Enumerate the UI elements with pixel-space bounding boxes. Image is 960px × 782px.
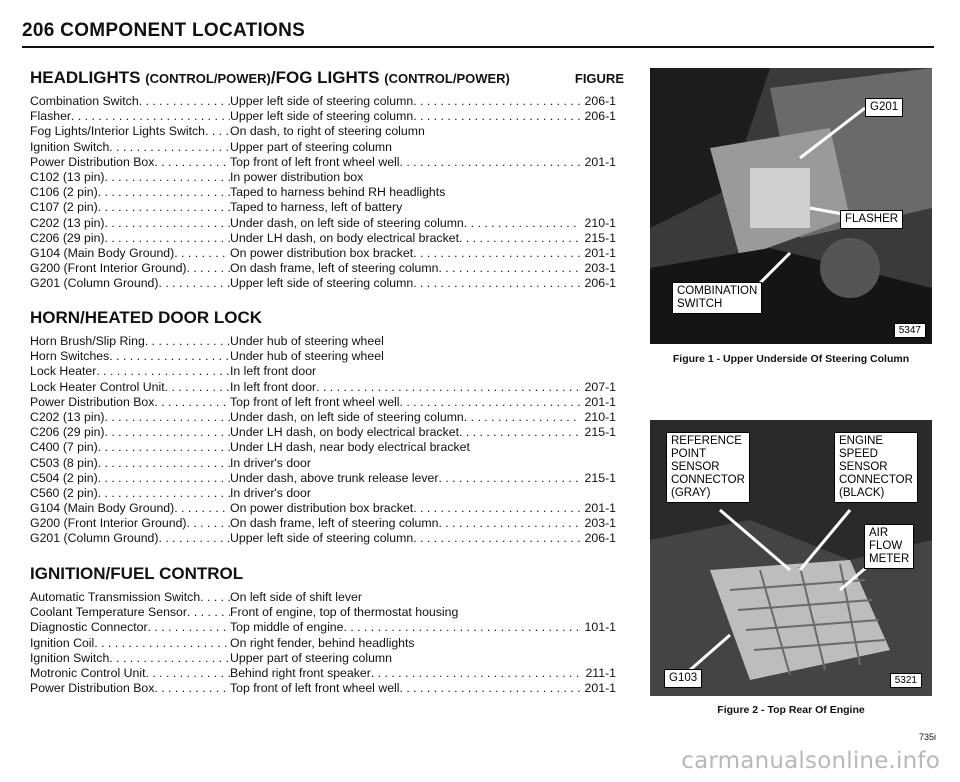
component-location: Under dash, on left side of steering column: [230, 409, 464, 424]
component-name: C560 (2 pin): [30, 485, 98, 500]
component-name: G201 (Column Ground): [30, 276, 159, 291]
figure-reference: 201-1: [584, 154, 616, 169]
figure-2-number: 5321: [890, 673, 922, 688]
component-location: Behind right front speaker: [230, 665, 371, 680]
label-engine-speed-sensor: ENGINE SPEED SENSOR CONNECTOR (BLACK): [834, 432, 918, 503]
label-reference-point-sensor: REFERENCE POINT SENSOR CONNECTOR (GRAY): [666, 432, 750, 503]
figure-column-header: FIGURE: [574, 71, 624, 86]
table-row: [30, 276, 630, 291]
component-location: Taped to harness behind RH headlights: [230, 185, 446, 200]
table-row: [30, 200, 630, 215]
section-ignition: [30, 564, 630, 696]
figure-reference: 206-1: [584, 109, 616, 124]
component-location: On power distribution box bracket: [230, 245, 414, 260]
component-name: Power Distribution Box: [30, 681, 155, 696]
component-location: On power distribution box bracket: [230, 501, 414, 516]
component-name: G200 (Front Interior Ground): [30, 516, 187, 531]
figure-reference: 215-1: [584, 230, 616, 245]
figure-reference: 207-1: [584, 379, 616, 394]
table-row: [30, 516, 630, 531]
figure-1-caption: Figure 1 - Upper Underside Of Steering Column: [672, 353, 910, 365]
table-row: [30, 651, 630, 666]
section-title: IGNITION/FUEL CONTROL: [30, 564, 244, 583]
figure-1-number: 5347: [894, 323, 926, 338]
table-row: [30, 349, 630, 364]
table-row: [30, 681, 630, 696]
table-row: [30, 486, 630, 501]
component-name: Lock Heater: [30, 364, 97, 379]
table-row: [30, 636, 630, 651]
figure-reference: 201-1: [584, 245, 616, 260]
component-name: C202 (13 pin): [30, 409, 105, 424]
label-g103: G103: [664, 669, 702, 688]
component-location: On left side of shift lever: [230, 590, 362, 604]
table-row: [30, 185, 630, 200]
component-name: C107 (2 pin): [30, 200, 98, 215]
component-location: In driver's door: [230, 485, 311, 500]
table-row: [30, 246, 630, 261]
component-location: Top middle of engine: [230, 620, 344, 635]
table-row: [30, 124, 630, 139]
component-location: Under hub of steering wheel: [230, 334, 384, 348]
section-rows: [30, 334, 630, 547]
corner-code: 735i: [918, 732, 936, 742]
component-name: Motronic Control Unit: [30, 665, 146, 680]
table-row: [30, 501, 630, 516]
component-name: Horn Switches: [30, 349, 110, 364]
page-header: 206 COMPONENT LOCATIONS: [22, 20, 306, 41]
component-name: Horn Brush/Slip Ring: [30, 334, 145, 348]
figure-reference: [384, 349, 388, 364]
figure-2-caption: Figure 2 - Top Rear Of Engine: [717, 704, 865, 716]
figure-reference: [445, 185, 449, 200]
table-row: [30, 109, 630, 124]
figure-reference: 206-1: [584, 531, 616, 546]
section-rows: [30, 590, 630, 696]
figure-reference: 201-1: [584, 681, 616, 696]
component-location: Upper part of steering column: [230, 650, 392, 665]
label-flasher: FLASHER: [840, 210, 903, 229]
component-name: C202 (13 pin): [30, 215, 105, 230]
component-location: Top front of left front wheel well: [230, 154, 400, 169]
figure-reference: [363, 170, 367, 185]
component-location: In left front door: [230, 379, 317, 394]
table-row: [30, 94, 630, 109]
component-name: Combination Switch: [30, 94, 139, 108]
component-location: On dash frame, left of steering column: [230, 261, 439, 276]
table-row: [30, 605, 630, 620]
component-name: C503 (8 pin): [30, 455, 98, 470]
component-name: Power Distribution Box: [30, 154, 155, 169]
component-location: Taped to harness, left of battery: [230, 200, 403, 215]
component-name: G201 (Column Ground): [30, 531, 159, 546]
table-row: [30, 620, 630, 635]
component-name: C206 (29 pin): [30, 230, 105, 245]
figure-reference: [311, 456, 315, 471]
table-row: [30, 590, 630, 605]
figure-reference: [311, 486, 315, 501]
component-location: Under dash, above trunk release lever: [230, 470, 439, 485]
figure-reference: [316, 364, 320, 379]
label-combination-switch: COMBINATION SWITCH: [672, 282, 762, 314]
figure-reference: [384, 334, 388, 349]
figure-reference: [458, 605, 462, 620]
table-row: [30, 216, 630, 231]
figure-reference: 206-1: [584, 94, 616, 108]
component-name: C504 (2 pin): [30, 470, 98, 485]
table-row: [30, 425, 630, 440]
component-location: Top front of left front wheel well: [230, 681, 400, 696]
table-row: [30, 666, 630, 681]
label-air-flow-meter: AIR FLOW METER: [864, 524, 914, 569]
section-rows: [30, 94, 630, 291]
figure-2-photo: [650, 420, 932, 696]
table-row: [30, 140, 630, 155]
section-horn: [30, 308, 630, 547]
component-location: Upper part of steering column: [230, 139, 392, 154]
component-location: Under hub of steering wheel: [230, 349, 384, 364]
table-row: [30, 440, 630, 455]
table-row: [30, 155, 630, 170]
figure-reference: 210-1: [584, 215, 616, 230]
figure-reference: 211-1: [585, 665, 616, 680]
figure-reference: [425, 124, 429, 139]
table-row: [30, 410, 630, 425]
figure-reference: 101-1: [584, 620, 616, 635]
table-row: [30, 334, 630, 349]
component-name: Flasher: [30, 109, 72, 124]
table-row: [30, 531, 630, 546]
component-name: Ignition Switch: [30, 650, 110, 665]
table-row: [30, 170, 630, 185]
component-location: Under LH dash, on body electrical bracket: [230, 230, 459, 245]
component-name: C102 (13 pin): [30, 169, 105, 184]
figure-reference: [402, 200, 406, 215]
component-name: Ignition Switch: [30, 139, 110, 154]
section-title: HEADLIGHTS (CONTROL/POWER)/FOG LIGHTS (CONTROL/POWER) FIGURE: [30, 68, 624, 87]
component-location: Top front of left front wheel well: [230, 394, 400, 409]
component-name: G104 (Main Body Ground): [30, 245, 175, 260]
component-name: Power Distribution Box: [30, 394, 155, 409]
figure-reference: 210-1: [584, 409, 616, 424]
component-location: Under dash, on left side of steering column: [230, 215, 464, 230]
component-location: Front of engine, top of thermostat housing: [230, 605, 459, 620]
component-name: Fog Lights/Interior Lights Switch: [30, 124, 205, 139]
component-name: Diagnostic Connector: [30, 620, 148, 635]
component-name: C400 (7 pin): [30, 440, 98, 455]
figure-reference: 203-1: [584, 261, 616, 276]
figure-reference: [470, 440, 474, 455]
figure-reference: 215-1: [584, 425, 616, 440]
figure-reference: 201-1: [584, 394, 616, 409]
component-location: Upper left side of steering column: [230, 94, 414, 108]
component-location: On right fender, behind headlights: [230, 635, 415, 650]
component-location: On dash, to right of steering column: [230, 124, 425, 139]
table-row: [30, 395, 630, 410]
component-name: Coolant Temperature Sensor: [30, 605, 187, 620]
component-location: On dash frame, left of steering column: [230, 516, 439, 531]
component-name: Lock Heater Control Unit: [30, 379, 165, 394]
component-location: Under LH dash, near body electrical bracket: [230, 440, 470, 455]
component-name: G104 (Main Body Ground): [30, 501, 175, 516]
component-location: Under LH dash, on body electrical bracket: [230, 425, 459, 440]
table-row: [30, 380, 630, 395]
table-row: [30, 364, 630, 379]
component-name: G200 (Front Interior Ground): [30, 261, 187, 276]
table-row: [30, 261, 630, 276]
figure-reference: [392, 651, 396, 666]
component-name: Automatic Transmission Switch: [30, 590, 201, 604]
figure-reference: 215-1: [584, 470, 616, 485]
section-headlights: [30, 68, 630, 291]
component-name: Ignition Coil: [30, 635, 95, 650]
figure-reference: [392, 140, 396, 155]
component-name: C106 (2 pin): [30, 185, 98, 200]
component-location: In driver's door: [230, 455, 311, 470]
component-location: In power distribution box: [230, 169, 364, 184]
component-location: Upper left side of steering column: [230, 276, 414, 291]
figure-reference: 206-1: [584, 276, 616, 291]
figure-1-photo: [650, 68, 932, 344]
section-title: HORN/HEATED DOOR LOCK: [30, 308, 263, 327]
figure-reference: 203-1: [584, 516, 616, 531]
table-row: [30, 456, 630, 471]
table-row: [30, 231, 630, 246]
label-g201: G201: [865, 98, 903, 117]
figure-reference: [415, 636, 419, 651]
component-location: Upper left side of steering column: [230, 531, 414, 546]
table-row: [30, 471, 630, 486]
component-location: Upper left side of steering column: [230, 109, 414, 124]
header-rule: [22, 46, 934, 48]
component-location: In left front door: [230, 364, 317, 379]
watermark: carmanualsonline.info: [681, 748, 940, 774]
figure-reference: 201-1: [584, 501, 616, 516]
figure-reference: [362, 590, 366, 605]
component-name: C206 (29 pin): [30, 425, 105, 440]
